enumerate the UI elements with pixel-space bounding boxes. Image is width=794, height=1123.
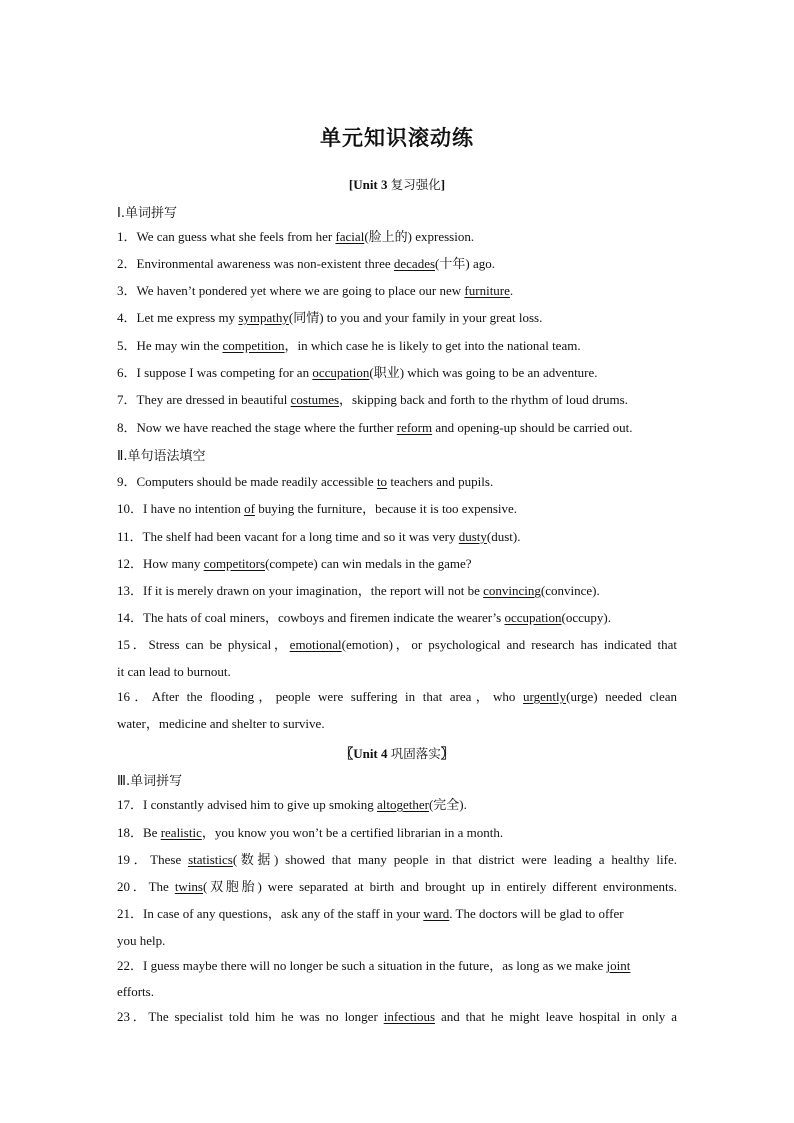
exercise-line bbox=[117, 1009, 677, 1025]
answer-word: emotional bbox=[289, 637, 342, 652]
question-text: 19．These bbox=[117, 852, 189, 867]
question-text: you help. bbox=[117, 933, 166, 948]
answer-word: occupation bbox=[312, 365, 370, 380]
unit-label: Unit 4 bbox=[353, 746, 388, 761]
question-text: 3．We haven’t pondered yet where we are going to place our new bbox=[117, 283, 465, 298]
question-text: 5．He may win the bbox=[117, 338, 223, 353]
answer-word: urgently bbox=[523, 689, 567, 704]
exercise-line bbox=[117, 852, 677, 868]
question-text: it can lead to burnout. bbox=[117, 664, 231, 679]
exercise-line bbox=[117, 420, 677, 436]
question-text: 20．The bbox=[117, 879, 175, 894]
unit-cn-label: 巩固落实 bbox=[390, 746, 441, 761]
section-heading-3: Ⅲ.单词拼写 bbox=[117, 774, 183, 789]
question-text: 22．I guess maybe there will no longer be such a situation in the future，as long as we make bbox=[117, 958, 607, 973]
question-text-tail: (convince). bbox=[540, 583, 600, 598]
question-text-tail: (十年) ago. bbox=[435, 256, 495, 271]
unit-label: Unit 3 bbox=[353, 177, 388, 192]
answer-word: of bbox=[244, 501, 255, 516]
question-text: 18．Be bbox=[117, 825, 161, 840]
exercise-line bbox=[117, 716, 677, 732]
exercise-line bbox=[117, 310, 677, 326]
question-text-tail: (urge) needed clean bbox=[566, 689, 677, 704]
bracket-open: 〖 bbox=[340, 746, 354, 761]
bracket-close: 〗 bbox=[440, 746, 454, 761]
answer-word: reform bbox=[396, 420, 433, 435]
exercise-line bbox=[117, 958, 677, 974]
question-text: 12．How many bbox=[117, 556, 204, 571]
unit3-heading bbox=[0, 175, 794, 193]
exercise-line bbox=[117, 365, 677, 381]
answer-word: realistic bbox=[160, 825, 202, 840]
answer-word: competitors bbox=[203, 556, 266, 571]
question-text: 17．I constantly advised him to give up smoking bbox=[117, 797, 377, 812]
question-text: 21．In case of any questions，ask any of the staff in your bbox=[117, 906, 424, 921]
question-text-tail: . The doctors will be glad to offer bbox=[449, 906, 624, 921]
question-text-tail: (compete) can win medals in the game? bbox=[265, 556, 472, 571]
question-text-tail: (occupy). bbox=[561, 610, 611, 625]
question-text-tail: teachers and pupils. bbox=[387, 474, 494, 489]
question-text: 13．If it is merely drawn on your imagination，the report will not be bbox=[117, 583, 484, 598]
answer-word: to bbox=[376, 474, 388, 489]
question-text-tail: buying the furniture，because it is too expensive. bbox=[254, 501, 518, 516]
question-text: 16．After the flooding，people were suffering in that area，who bbox=[117, 689, 524, 704]
section-heading-2: Ⅱ.单句语法填空 bbox=[117, 449, 206, 464]
exercise-line bbox=[117, 825, 677, 841]
exercise-line bbox=[117, 879, 677, 895]
answer-word: costumes bbox=[290, 392, 340, 407]
answer-word: joint bbox=[606, 958, 631, 973]
answer-word: furniture bbox=[464, 283, 510, 298]
exercise-line bbox=[117, 664, 677, 680]
exercise-line bbox=[117, 984, 677, 1000]
exercise-line bbox=[117, 689, 677, 705]
section-heading-1: Ⅰ.单词拼写 bbox=[117, 206, 177, 221]
answer-word: twins bbox=[174, 879, 203, 894]
bracket-close: ] bbox=[440, 177, 446, 192]
question-text: 2．Environmental awareness was non-existent three bbox=[117, 256, 394, 271]
answer-word: infectious bbox=[383, 1009, 435, 1024]
exercise-line bbox=[117, 392, 677, 408]
question-text-tail: (数据) showed that many people in that district were leading a healthy life. bbox=[232, 852, 677, 867]
exercise-line bbox=[117, 474, 677, 490]
question-text-tail: ，skipping back and forth to the rhythm of loud drums. bbox=[339, 392, 628, 407]
question-text-tail: (同情) to you and your family in your great loss. bbox=[288, 310, 543, 325]
answer-word: sympathy bbox=[238, 310, 289, 325]
answer-word: statistics bbox=[188, 852, 233, 867]
exercise-line bbox=[117, 338, 677, 354]
answer-word: competition bbox=[222, 338, 285, 353]
exercise-line bbox=[117, 283, 677, 299]
question-text: 10．I have no intention bbox=[117, 501, 245, 516]
question-text: 15．Stress can be physical， bbox=[117, 637, 290, 652]
answer-word: dusty bbox=[458, 529, 487, 544]
exercise-line bbox=[117, 933, 677, 949]
exercise-line bbox=[117, 229, 677, 245]
question-text-tail: and that he might leave hospital in only a bbox=[435, 1009, 677, 1024]
question-text: 14．The hats of coal miners，cowboys and firemen indicate the wearer’s bbox=[117, 610, 505, 625]
question-text-tail: (脸上的) expression. bbox=[364, 229, 475, 244]
exercise-line bbox=[117, 583, 677, 599]
question-text-tail: . bbox=[509, 283, 514, 298]
question-text: 8．Now we have reached the stage where the further bbox=[117, 420, 397, 435]
question-text-tail: ，you know you won’t be a certified librarian in a month. bbox=[201, 825, 504, 840]
question-text: 9．Computers should be made readily accessible bbox=[117, 474, 377, 489]
answer-word: occupation bbox=[504, 610, 562, 625]
exercise-line bbox=[117, 501, 677, 517]
exercise-line bbox=[117, 610, 677, 626]
exercise-line bbox=[117, 556, 677, 572]
unit4-heading bbox=[0, 743, 794, 762]
question-text: 23．The specialist told him he was no longer bbox=[117, 1009, 384, 1024]
exercise-line bbox=[117, 637, 677, 653]
answer-word: altogether bbox=[376, 797, 429, 812]
question-text-tail: (dust). bbox=[486, 529, 521, 544]
exercise-line bbox=[117, 256, 677, 272]
page-title: 单元知识滚动练 bbox=[320, 126, 474, 150]
question-text-tail: (完全). bbox=[428, 797, 467, 812]
answer-word: convincing bbox=[483, 583, 541, 598]
unit-cn-label: 复习强化 bbox=[390, 177, 441, 192]
question-text: 1．We can guess what she feels from her bbox=[117, 229, 336, 244]
question-text: efforts. bbox=[117, 984, 154, 999]
answer-word: decades bbox=[393, 256, 436, 271]
exercise-line bbox=[117, 529, 677, 545]
question-text-tail: (emotion)，or psychological and research has indicated that bbox=[341, 637, 677, 652]
question-text-tail: (双胞胎) were separated at birth and brought up in entirely different environments. bbox=[202, 879, 677, 894]
exercise-line bbox=[117, 797, 677, 813]
question-text: 4．Let me express my bbox=[117, 310, 239, 325]
question-text-tail: (职业) which was going to be an adventure. bbox=[369, 365, 598, 380]
question-text-tail: ，in which case he is likely to get into the national team. bbox=[284, 338, 581, 353]
question-text: water，medicine and shelter to survive. bbox=[117, 716, 325, 731]
question-text: 6．I suppose I was competing for an bbox=[117, 365, 313, 380]
question-text: 11．The shelf had been vacant for a long time and so it was very bbox=[117, 529, 459, 544]
question-text-tail: and opening-up should be carried out. bbox=[432, 420, 633, 435]
answer-word: facial bbox=[335, 229, 365, 244]
answer-word: ward bbox=[423, 906, 450, 921]
question-text: 7．They are dressed in beautiful bbox=[117, 392, 291, 407]
exercise-line bbox=[117, 906, 677, 922]
bracket-open: [ bbox=[348, 177, 354, 192]
